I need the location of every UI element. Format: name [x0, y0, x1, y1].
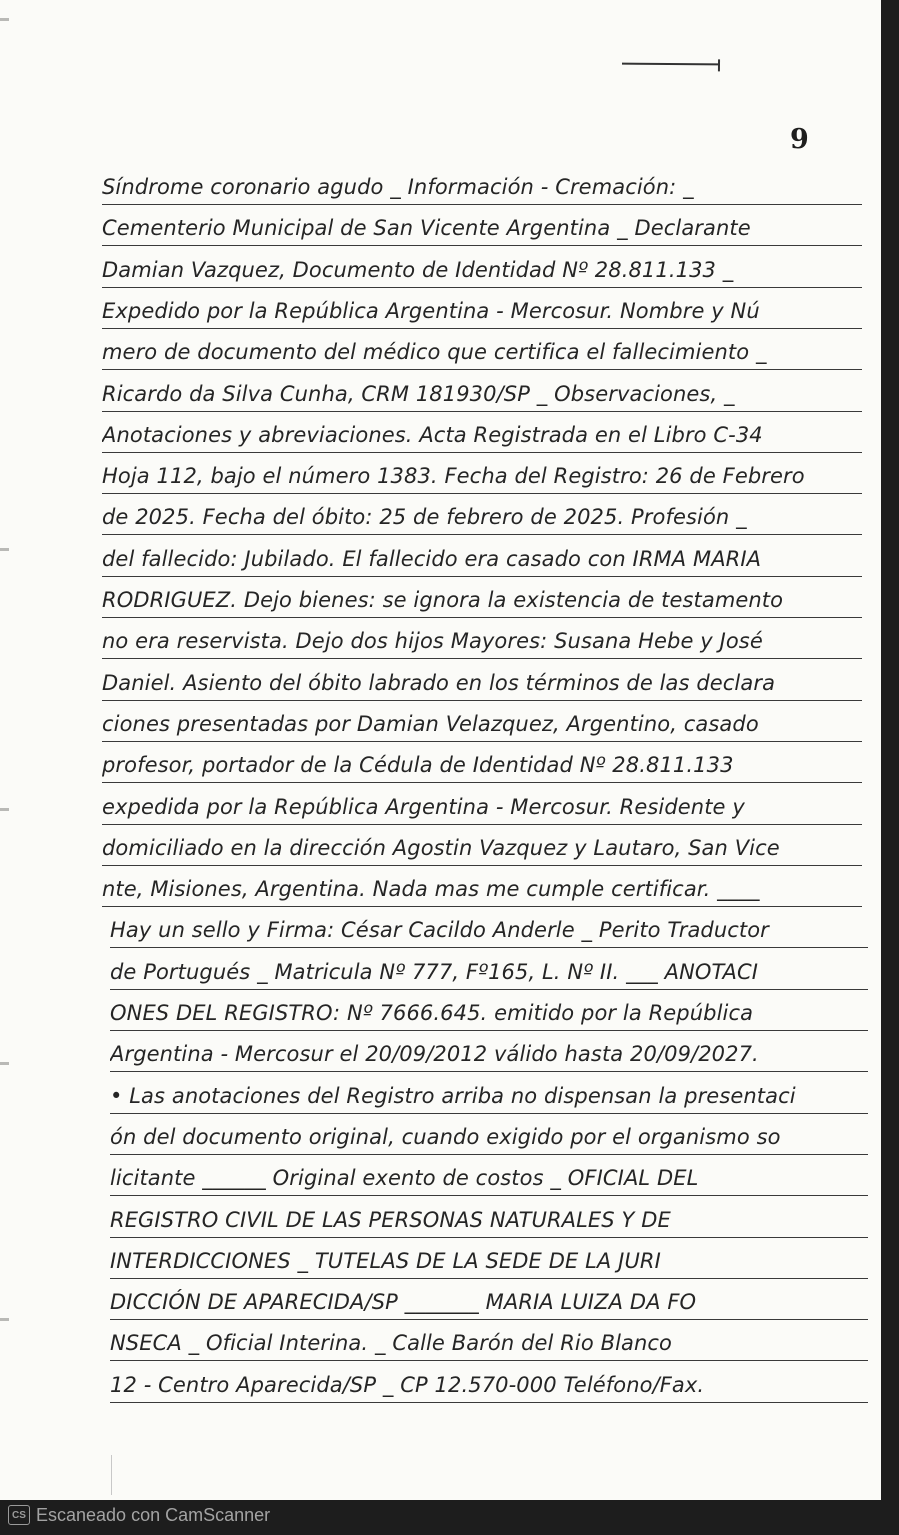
text-line: ciones presentadas por Damian Velazquez, Argentino, casado	[102, 707, 862, 742]
text-line: Expedido por la República Argentina - Mercosur. Nombre y Nú	[102, 294, 862, 329]
text-line: Anotaciones y abreviaciones. Acta Registrada en el Libro C-34	[102, 418, 862, 453]
text-line: Daniel. Asiento del óbito labrado en los términos de las declara	[102, 666, 862, 701]
text-line: • Las anotaciones del Registro arriba no dispensan la presentaci	[110, 1079, 868, 1114]
text-line: mero de documento del médico que certifica el fallecimiento _	[102, 335, 862, 370]
text-line: de 2025. Fecha del óbito: 25 de febrero de 2025. Profesión _	[102, 500, 862, 535]
text-line: ón del documento original, cuando exigido por el organismo so	[110, 1120, 868, 1155]
text-line: Cementerio Municipal de San Vicente Argentina _ Declarante	[102, 211, 862, 246]
text-line: Damian Vazquez, Documento de Identidad Nº 28.811.133 _	[102, 253, 862, 288]
camscanner-logo-icon: CS	[8, 1505, 30, 1525]
text-line: expedida por la República Argentina - Mercosur. Residente y	[102, 790, 862, 825]
text-line: ONES DEL REGISTRO: Nº 7666.645. emitido por la República	[110, 996, 868, 1031]
text-line: 12 - Centro Aparecida/SP _ CP 12.570-000 Teléfono/Fax.	[110, 1368, 868, 1403]
text-line: licitante ______ Original exento de costos _ OFICIAL DEL	[110, 1161, 868, 1196]
scanner-watermark-text: Escaneado con CamScanner	[36, 1504, 271, 1525]
text-line: del fallecido: Jubilado. El fallecido era casado con IRMA MARIA	[102, 542, 862, 577]
text-line: domiciliado en la dirección Agostin Vazquez y Lautaro, San Vice	[102, 831, 862, 866]
text-line: RODRIGUEZ. Dejo bienes: se ignora la existencia de testamento	[102, 583, 862, 618]
text-line: de Portugués _ Matricula Nº 777, Fº165, L. Nº II. ___ ANOTACI	[110, 955, 868, 990]
text-line: DICCIÓN DE APARECIDA/SP _______ MARIA LUIZA DA FO	[110, 1285, 868, 1320]
text-line: REGISTRO CIVIL DE LAS PERSONAS NATURALES Y DE	[110, 1203, 868, 1238]
text-line: no era reservista. Dejo dos hijos Mayores: Susana Hebe y José	[102, 624, 862, 659]
text-line: Hoja 112, bajo el número 1383. Fecha del Registro: 26 de Febrero	[102, 459, 862, 494]
margin-line	[111, 1455, 112, 1495]
text-line: INTERDICCIONES _ TUTELAS DE LA SEDE DE LA JURI	[110, 1244, 868, 1279]
text-line: Argentina - Mercosur el 20/09/2012 válido hasta 20/09/2027.	[110, 1037, 868, 1072]
text-line: profesor, portador de la Cédula de Identidad Nº 28.811.133	[102, 748, 862, 783]
text-line: NSECA _ Oficial Interina. _ Calle Barón del Rio Blanco	[110, 1326, 868, 1361]
text-line: Hay un sello y Firma: César Cacildo Anderle _ Perito Traductor	[110, 913, 868, 948]
page-number: 9	[790, 124, 809, 155]
text-line: Síndrome coronario agudo _ Información - Cremación: _	[102, 170, 862, 205]
text-line: nte, Misiones, Argentina. Nada mas me cumple certificar. ____	[102, 872, 862, 907]
text-line: Ricardo da Silva Cunha, CRM 181930/SP _ Observaciones, _	[102, 377, 862, 412]
scanner-watermark	[8, 1503, 270, 1527]
